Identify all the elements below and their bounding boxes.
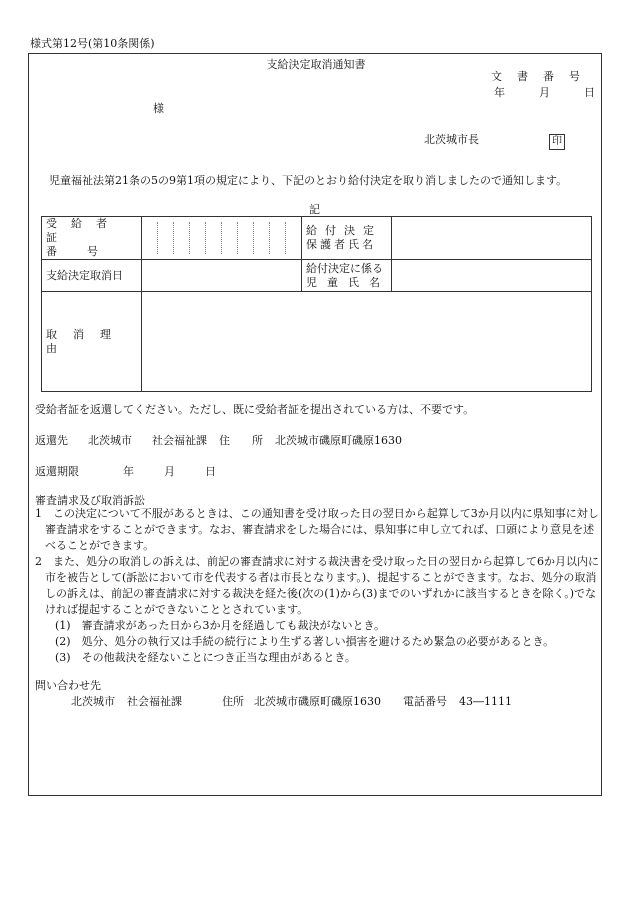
addressee-suffix: 様 bbox=[153, 102, 164, 115]
contact-line: 北茨城市 社会福祉課 住所 北茨城市磯原町磯原1630 電話番号 43―1111 bbox=[71, 695, 512, 708]
form-number-label: 様式第12号(第10条関係) bbox=[30, 37, 155, 50]
cancel-reason-label: 取消理由 bbox=[42, 292, 142, 392]
date-month-label: 月 bbox=[539, 86, 550, 99]
appeal-body bbox=[35, 506, 601, 666]
cancel-reason-field[interactable] bbox=[142, 292, 592, 392]
notice-frame bbox=[28, 53, 602, 796]
contact-heading: 問い合わせ先 bbox=[35, 679, 101, 692]
return-to-line: 返還先 北茨城市 社会福祉課 住 所 北茨城市磯原町磯原1630 bbox=[35, 434, 402, 447]
child-name-label: 給付決定に係る 児童氏名 bbox=[302, 260, 392, 292]
issue-date bbox=[494, 87, 595, 98]
appeal-sub-3: (3) その他裁決を経ないことにつき正当な理由があるとき。 bbox=[55, 651, 356, 664]
cancel-date-label: 支給決定取消日 bbox=[42, 260, 142, 292]
appeal-sub-2: (2) 処分、処分の執行又は手続の続行により生ずる著しい損害を避けるため緊急の必要があるとき。 bbox=[55, 635, 555, 648]
recipient-cert-number-label: 受給者証 番号 bbox=[42, 217, 142, 260]
return-deadline-line: 返還期限 年 月 日 bbox=[35, 465, 216, 478]
document-title: 支給決定取消通知書 bbox=[266, 58, 366, 71]
appeal-item-2: 2 また、処分の取消しの訴えは、前記の審査請求に対する裁決書を受け取った日の翌日から起算して6か月以内に市を被告として(訴訟において市を代表する者は市長となります。)、提起することができます。なお、処分の取消しの訴えは、前記の審査請求に対する裁決を経た後(次の(1)から(3)までのいずれかに該当するときを除く。)でなければ提起することができないこととされています。 bbox=[35, 555, 599, 616]
return-notice: 受給者証を返還してください。ただし、既に受給者証を提出されている方は、不要です。 bbox=[35, 403, 475, 416]
cancel-date-field[interactable] bbox=[142, 260, 302, 292]
seal-mark: 印 bbox=[549, 134, 565, 150]
ki-heading: 記 bbox=[309, 203, 320, 216]
appeal-heading: 審査請求及び取消訴訟 bbox=[35, 494, 145, 507]
sender-name: 北茨城市長 bbox=[424, 133, 479, 146]
appeal-sub-1: (1) 審査請求があった日から3か月を経過しても裁決がないとき。 bbox=[55, 619, 386, 632]
date-day-label: 日 bbox=[584, 86, 595, 99]
child-name-field[interactable] bbox=[392, 260, 592, 292]
recipient-cert-number-digits[interactable] bbox=[142, 217, 302, 260]
document-number-label: 文書番号 bbox=[491, 70, 595, 83]
guardian-name-label: 給付決定 保護者氏名 bbox=[302, 217, 392, 260]
guardian-name-field[interactable] bbox=[392, 217, 592, 260]
detail-table bbox=[41, 216, 592, 392]
notice-text: 児童福祉法第21条の5の9第1項の規定により、下記のとおり給付決定を取り消しましたので通知します。 bbox=[49, 174, 568, 187]
date-year-label: 年 bbox=[494, 86, 505, 99]
appeal-item-1: 1 この決定について不服があるときは、この通知書を受け取った日の翌日から起算して3か月以内に県知事に対し審査請求をすることができます。なお、審査請求をした場合には、県知事に申し立てれば、口頭により意見を述べることができます。 bbox=[35, 507, 599, 552]
